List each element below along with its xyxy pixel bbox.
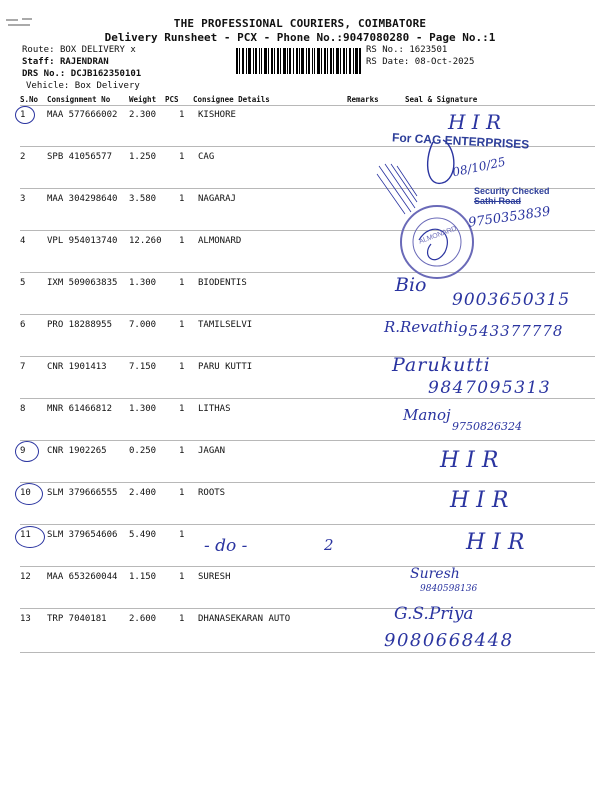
cell-consignment: PRO 18288955 bbox=[47, 320, 113, 330]
cell-weight: 1.250 bbox=[129, 152, 157, 162]
vehicle-value: Box Delivery bbox=[74, 81, 140, 91]
vehicle-line bbox=[26, 81, 140, 91]
cell-pcs: 1 bbox=[179, 614, 185, 624]
cell-consignment: SLM 379666555 bbox=[47, 488, 118, 498]
hr-row9: H I R bbox=[440, 448, 499, 473]
cell-weight: 1.300 bbox=[129, 278, 157, 288]
cell-consignee: PARU KUTTI bbox=[198, 362, 253, 372]
cell-pcs: 1 bbox=[179, 488, 185, 498]
col-sno: S.No bbox=[20, 95, 39, 104]
cell-pcs: 1 bbox=[179, 278, 185, 288]
cell-sno: 10 bbox=[20, 488, 31, 498]
cell-sno: 5 bbox=[20, 278, 26, 288]
revathi-phone: 9543377778 bbox=[458, 322, 564, 340]
cell-pcs: 1 bbox=[179, 362, 185, 372]
route-line bbox=[22, 45, 136, 55]
drs-value: DCJB162350101 bbox=[70, 69, 142, 79]
cell-consignee: DHANASEKARAN AUTO bbox=[198, 614, 291, 624]
cell-sno: 3 bbox=[20, 194, 26, 204]
runsheet-subtitle: Delivery Runsheet - PCX - Phone No.:9047080280 - Page No.:1 bbox=[104, 31, 496, 44]
staff-line bbox=[22, 57, 109, 67]
cag-stamp: For CAG ENTERPRISES bbox=[391, 130, 530, 152]
cell-consignment: MNR 61466812 bbox=[47, 404, 113, 414]
circle-mark-row9 bbox=[15, 441, 39, 462]
route-value: BOX DELIVERY x bbox=[59, 45, 136, 55]
manoj-phone: 9750826324 bbox=[452, 420, 522, 433]
priya-sign: G.S.Priya bbox=[394, 604, 474, 624]
suresh-sign: Suresh bbox=[410, 566, 460, 582]
col-weight: Weight bbox=[129, 95, 157, 104]
almonard-phone: 9750353839 bbox=[467, 204, 552, 231]
cell-sno: 6 bbox=[20, 320, 26, 330]
cell-consignee: TAMILSELVI bbox=[198, 320, 253, 330]
hr-row10: H I R bbox=[450, 488, 509, 513]
cell-weight: 2.600 bbox=[129, 614, 157, 624]
cell-consignee: BIODENTIS bbox=[198, 278, 247, 288]
cell-weight: 1.150 bbox=[129, 572, 157, 582]
almonard-seal-text: ALMONARD bbox=[417, 225, 458, 246]
cell-consignment: VPL 954013740 bbox=[47, 236, 118, 246]
circle-mark-row11 bbox=[15, 526, 45, 548]
header-rule bbox=[20, 105, 595, 106]
bio-phone: 9003650315 bbox=[452, 290, 571, 310]
cell-pcs: 1 bbox=[179, 110, 185, 120]
rs-no-label: RS No.: bbox=[366, 45, 404, 55]
cell-consignment: SLM 379654606 bbox=[47, 530, 118, 540]
cell-weight: 1.300 bbox=[129, 404, 157, 414]
paru-phone: 9847095313 bbox=[428, 378, 552, 398]
priya-phone: 9080668448 bbox=[384, 630, 514, 651]
security-line2: Sathi Road bbox=[474, 196, 522, 206]
cell-consignment: MAA 653260044 bbox=[47, 572, 118, 582]
bio-sign: Bio bbox=[395, 274, 427, 296]
staff-label: Staff: bbox=[22, 57, 55, 67]
cell-sno: 12 bbox=[20, 572, 31, 582]
rs-no-line bbox=[366, 45, 447, 55]
col-seal: Seal & Signature bbox=[405, 95, 478, 104]
parukutti-sign: Parukutti bbox=[392, 354, 491, 376]
cell-sno: 13 bbox=[20, 614, 31, 624]
cell-consignee: JAGAN bbox=[198, 446, 226, 456]
cell-sno: 2 bbox=[20, 152, 26, 162]
suresh-phone: 9840598136 bbox=[420, 584, 478, 594]
cell-consignee: SURESH bbox=[198, 572, 231, 582]
rs-date-line bbox=[366, 57, 474, 67]
cell-pcs: 1 bbox=[179, 320, 185, 330]
ditto-mark: - do - bbox=[204, 536, 248, 556]
cell-pcs: 1 bbox=[179, 572, 185, 582]
cell-pcs: 1 bbox=[179, 530, 185, 540]
cell-consignment: IXM 509063835 bbox=[47, 278, 118, 288]
staff-value: RAJENDRAN bbox=[59, 57, 109, 67]
cell-weight: 5.490 bbox=[129, 530, 157, 540]
company-title: THE PROFESSIONAL COURIERS, COIMBATORE bbox=[173, 17, 427, 30]
circle-mark-row10 bbox=[15, 483, 43, 505]
cell-consignment: SPB 41056577 bbox=[47, 152, 113, 162]
cell-weight: 0.250 bbox=[129, 446, 157, 456]
hr-row1: H I R bbox=[448, 110, 502, 134]
cell-sno: 1 bbox=[20, 110, 26, 120]
cell-consignee: ROOTS bbox=[198, 488, 226, 498]
cell-weight: 2.400 bbox=[129, 488, 157, 498]
cell-pcs: 1 bbox=[179, 404, 185, 414]
cell-consignment: TRP 7040181 bbox=[47, 614, 107, 624]
rs-no-value: 1623501 bbox=[409, 45, 448, 55]
cell-sno: 7 bbox=[20, 362, 26, 372]
cell-consignee: LITHAS bbox=[198, 404, 231, 414]
route-label: Route: bbox=[22, 45, 55, 55]
col-pcs: PCS bbox=[165, 95, 179, 104]
cell-consignee: ALMONARD bbox=[198, 236, 242, 246]
cell-sno: 8 bbox=[20, 404, 26, 414]
cell-sno: 9 bbox=[20, 446, 26, 456]
cell-weight: 7.000 bbox=[129, 320, 157, 330]
cell-consignment: MAA 304298640 bbox=[47, 194, 118, 204]
barcode bbox=[236, 48, 362, 74]
cell-consignee: CAG bbox=[198, 152, 215, 162]
drs-label: DRS No.: bbox=[22, 69, 66, 79]
cell-consignee: KISHORE bbox=[198, 110, 236, 120]
cell-consignment: CNR 1902265 bbox=[47, 446, 107, 456]
cell-pcs: 1 bbox=[179, 194, 185, 204]
cell-pcs: 1 bbox=[179, 446, 185, 456]
cell-weight: 3.580 bbox=[129, 194, 157, 204]
col-consignment: Consignment No bbox=[47, 95, 111, 104]
cell-pcs: 1 bbox=[179, 152, 185, 162]
cell-consignment: MAA 577666002 bbox=[47, 110, 118, 120]
security-line1: Security Checked bbox=[474, 186, 550, 196]
cell-pcs: 1 bbox=[179, 236, 185, 246]
date-scrawl: 08/10/25 bbox=[451, 154, 507, 180]
ditto-number: 2 bbox=[324, 536, 334, 554]
col-remarks: Remarks bbox=[347, 95, 379, 104]
hr-row11: H I R bbox=[466, 530, 525, 555]
cell-sno: 4 bbox=[20, 236, 26, 246]
cell-consignment: CNR 1901413 bbox=[47, 362, 107, 372]
cell-weight: 12.260 bbox=[129, 236, 162, 246]
cell-weight: 2.300 bbox=[129, 110, 157, 120]
cell-sno: 11 bbox=[20, 530, 31, 540]
security-stamp bbox=[474, 186, 550, 206]
rs-date-value: 08-Oct-2025 bbox=[414, 57, 475, 67]
revathi-sign: R.Revathi bbox=[384, 318, 459, 336]
row-rule bbox=[20, 652, 595, 653]
cell-weight: 7.150 bbox=[129, 362, 157, 372]
cell-consignee: NAGARAJ bbox=[198, 194, 236, 204]
drs-line bbox=[22, 69, 141, 79]
vehicle-label: Vehicle: bbox=[26, 81, 70, 91]
rs-date-label: RS Date: bbox=[366, 57, 410, 67]
manoj-sign: Manoj bbox=[403, 406, 451, 424]
col-consignee: Consignee Details bbox=[193, 95, 270, 104]
circle-mark-row1 bbox=[15, 106, 35, 124]
